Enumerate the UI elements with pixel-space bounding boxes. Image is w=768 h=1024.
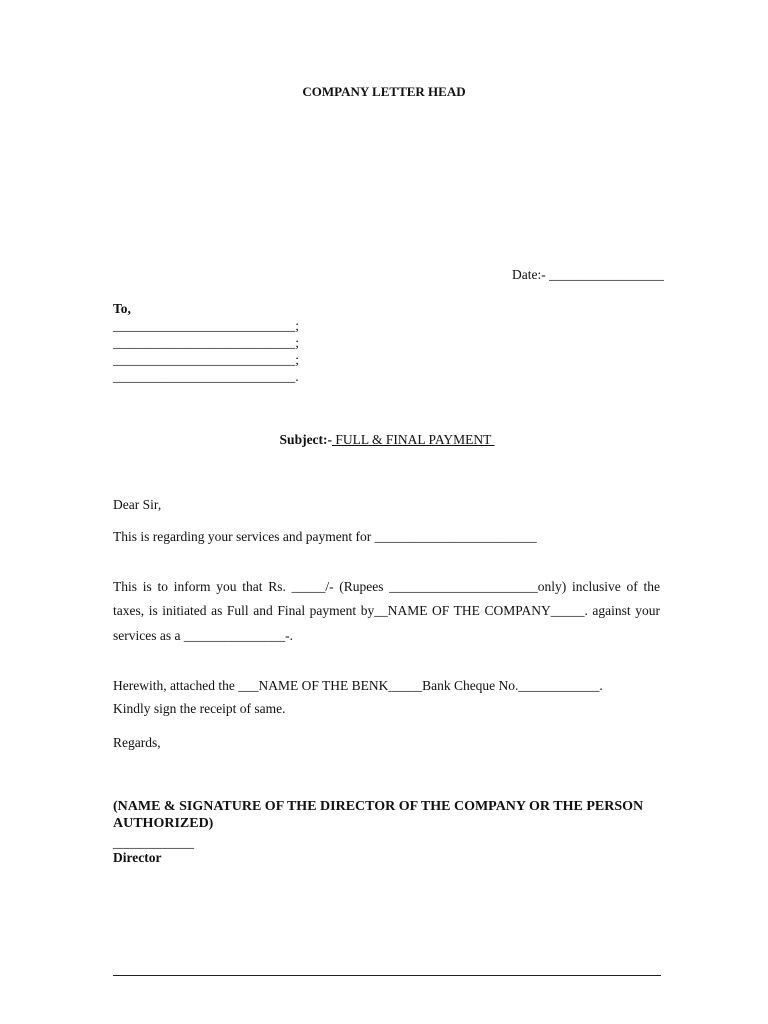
paragraph-payment-line-1: This is to inform you that Rs. _____/- (Rupees ______________________only) inclusive of the: [113, 579, 660, 594]
date-line: [512, 267, 664, 283]
subject-line: [0, 432, 768, 448]
recipient-line-3: ___________________________;: [113, 352, 300, 367]
letterhead-title: COMPANY LETTER HEAD: [302, 84, 466, 99]
paragraph-services: This is regarding your services and payment for ________________________: [113, 529, 537, 544]
recipient-line-2: ___________________________;: [113, 335, 300, 350]
subject-label: Subject:-: [279, 432, 333, 447]
subject-text: FULL & FINAL PAYMENT: [332, 432, 495, 447]
date-blank: _________________: [549, 267, 664, 282]
paragraph-cheque-line-1: Herewith, attached the ___NAME OF THE BENK_____Bank Cheque No.____________.: [113, 678, 603, 693]
closing: Regards,: [113, 735, 161, 750]
paragraph-payment-line-2: taxes, is initiated as Full and Final payment by__NAME OF THE COMPANY_____. against your: [113, 603, 660, 618]
salutation: Dear Sir,: [113, 497, 162, 512]
paragraph-payment-line-3: services as a _______________-.: [113, 628, 293, 643]
signature-line: ____________: [113, 835, 194, 850]
signature-title: (NAME & SIGNATURE OF THE DIRECTOR OF THE COMPANY OR THE PERSON AUTHORIZED): [113, 799, 644, 831]
signature-designation: Director: [113, 850, 162, 865]
footer-rule: [113, 975, 661, 976]
recipient-line-4: ___________________________.: [113, 369, 299, 384]
recipient-label: To,: [113, 301, 131, 316]
paragraph-cheque-line-2: Kindly sign the receipt of same.: [113, 701, 286, 716]
recipient-line-1: ___________________________;: [113, 318, 300, 333]
date-label: Date:-: [512, 267, 546, 282]
